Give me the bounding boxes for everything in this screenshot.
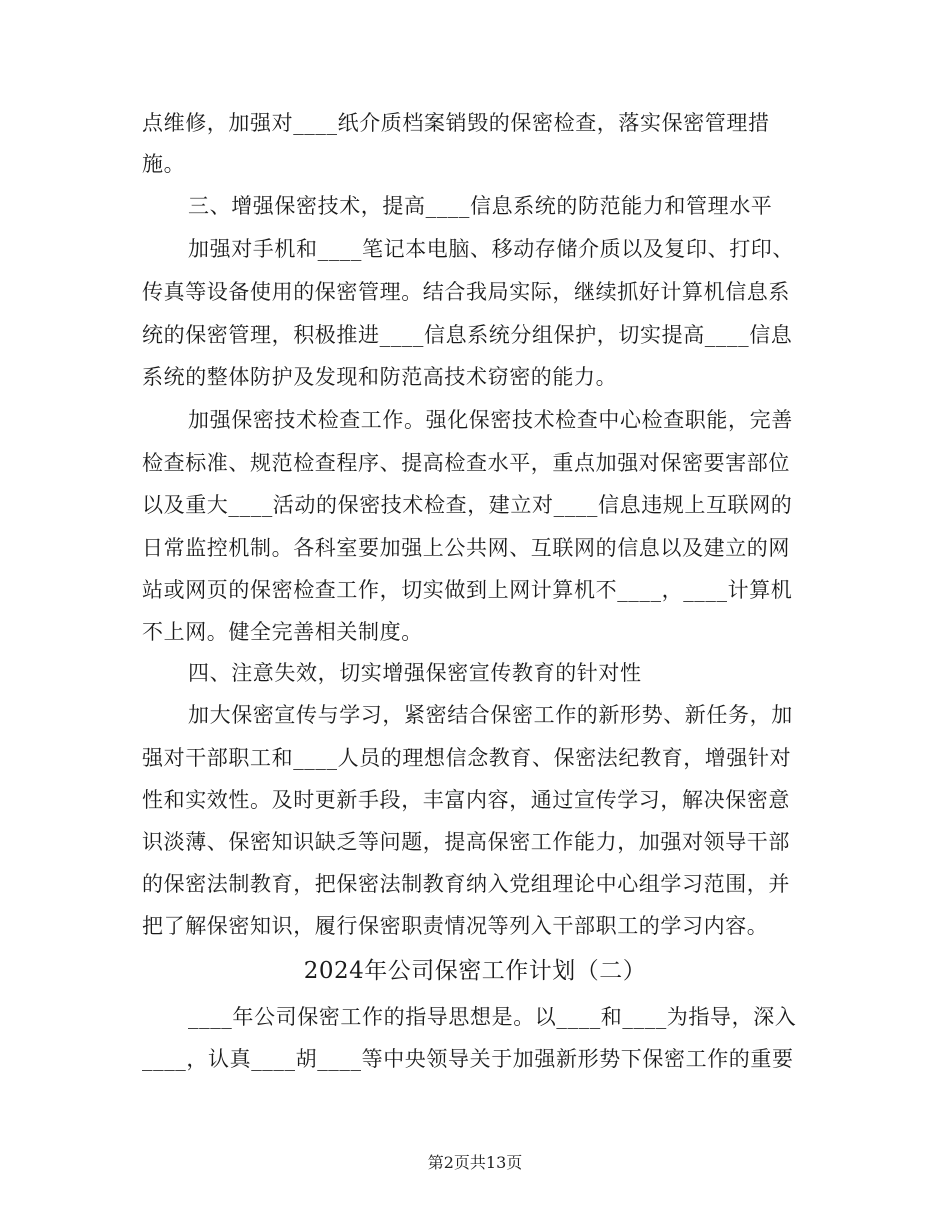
paragraph-line: 站或网页的保密检查工作，切实做到上网计算机不____，____计算机 (142, 578, 793, 602)
page-number: 第2页共13页 (427, 1153, 523, 1172)
paragraph-line: 加大保密宣传与学习，紧密结合保密工作的新形势、新任务，加 (188, 703, 793, 727)
paragraph-line: 以及重大____活动的保密技术检查，建立对____信息违规上互联网的 (142, 493, 793, 517)
paragraph-line: ____年公司保密工作的指导思想是。以____和____为指导，深入 (188, 1005, 797, 1029)
section-heading: 四、注意失效，切实增强保密宣传教育的针对性 (188, 661, 642, 685)
paragraph-line: 性和实效性。及时更新手段，丰富内容，通过宣传学习，解决保密意 (142, 788, 790, 812)
paragraph-line: 把了解保密知识，履行保密职责情况等列入干部职工的学习内容。 (142, 914, 769, 938)
paragraph-line: 识淡薄、保密知识缺乏等问题，提高保密工作能力，加强对领导干部 (142, 830, 790, 854)
paragraph-line: 日常监控机制。各科室要加强上公共网、互联网的信息以及建立的网 (142, 536, 790, 560)
section-title: 2024年公司保密工作计划（二） (303, 958, 647, 984)
section-heading: 三、增强保密技术，提高____信息系统的防范能力和管理水平 (188, 194, 773, 218)
paragraph-line: 加强对手机和____笔记本电脑、移动存储介质以及复印、打印、 (188, 237, 794, 261)
paragraph-line: 检查标准、规范检查程序、提高检查水平，重点加强对保密要害部位 (142, 451, 790, 475)
paragraph-line: 施。 (142, 152, 186, 176)
paragraph-line: 不上网。健全完善相关制度。 (142, 620, 423, 644)
paragraph-line: 的保密法制教育，把保密法制教育纳入党组理论中心组学习范围，并 (142, 872, 790, 896)
paragraph-line: ____，认真____胡____等中央领导关于加强新形势下保密工作的重要 (142, 1047, 794, 1071)
paragraph-line: 统的保密管理，积极推进____信息系统分组保护，切实提高____信息 (142, 323, 793, 347)
paragraph-line: 点维修，加强对____纸介质档案销毁的保密检查，落实保密管理措 (142, 111, 770, 135)
paragraph-line: 加强保密技术检查工作。强化保密技术检查中心检查职能，完善 (188, 408, 793, 432)
paragraph-line: 强对干部职工和____人员的理想信念教育、保密法纪教育，增强针对 (142, 746, 792, 770)
paragraph-line: 传真等设备使用的保密管理。结合我局实际，继续抓好计算机信息系 (142, 280, 790, 304)
paragraph-line: 系统的整体防护及发现和防范高技术窃密的能力。 (142, 365, 618, 389)
